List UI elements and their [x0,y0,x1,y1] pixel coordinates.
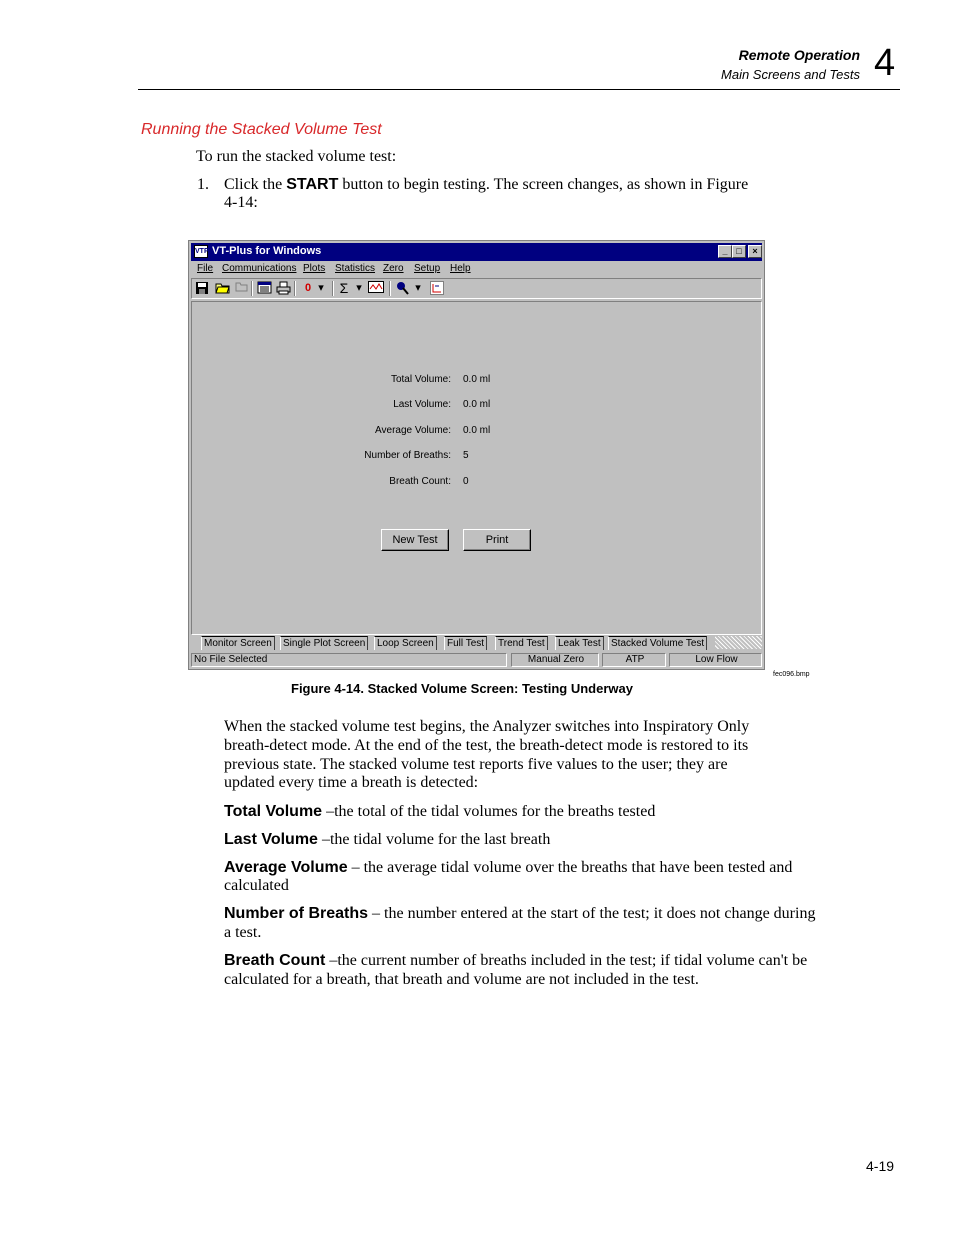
chart-icon[interactable] [429,281,445,296]
sum-dropdown-icon[interactable]: ▾ [356,282,362,294]
app-logo-icon: VTP [194,245,208,258]
step-text-cont: 4-14: [224,194,258,211]
definition-term: Last Volume [224,831,318,848]
total-volume-label: Total Volume: [390,374,451,385]
toolbar [191,278,762,299]
screen-tabs [191,635,762,651]
step-text-pre: Click the [224,176,287,193]
zero-button[interactable]: 0 [304,282,312,294]
breath-count-value: 0 [463,476,469,487]
chapter-number: 4 [874,42,896,84]
page-number: 4-19 [866,1158,895,1174]
tab-single-plot-screen[interactable]: Single Plot Screen [280,636,368,650]
window-title: VT-Plus for Windows [212,245,322,257]
menu-statistics[interactable]: Statistics [335,263,376,274]
status-flow: Low Flow [669,653,762,667]
title-bar[interactable] [191,243,762,261]
probe-icon[interactable] [395,281,411,296]
probe-dropdown-icon[interactable]: ▾ [415,282,421,294]
definition-text: –the current number of breaths included in the test; if tidal volume can't be [325,952,808,969]
status-atp: ATP [602,653,666,667]
figure-filename: fec096.bmp [773,671,810,678]
definition-term: Breath Count [224,952,326,969]
toolbar-separator [251,281,253,296]
zero-dropdown-icon[interactable]: ▾ [318,282,324,294]
definition-term: Total Volume [224,803,323,820]
open-folder-icon[interactable] [214,281,230,296]
printer-icon[interactable] [275,281,291,296]
step-number: 1. [197,176,209,193]
definition-average-volume-cont: calculated [224,877,289,894]
toolbar-separator [389,281,391,296]
tab-strip-fill [715,636,762,649]
intro-text: To run the stacked volume test: [196,148,397,165]
app-window [188,240,765,670]
body-line-3: previous state. The stacked volume test reports five values to the user; they are [224,756,728,773]
stacked-volume-panel [191,301,762,635]
close-button[interactable]: × [748,245,762,258]
folder-icon[interactable] [233,281,249,296]
tab-stacked-volume-test[interactable]: Stacked Volume Test [608,636,707,650]
body-line-2: breath-detect mode. At the end of the test, the breath-detect mode is restored to its [224,737,749,754]
number-of-breaths-value: 5 [463,450,469,461]
tab-full-test[interactable]: Full Test [444,636,487,650]
last-volume-label: Last Volume: [393,399,451,410]
step-text-bold: START [286,176,339,193]
definition-total-volume [224,802,655,821]
report-icon[interactable] [256,281,272,296]
menu-help[interactable]: Help [450,263,471,274]
running-header-title: Remote Operation [738,47,860,63]
total-volume-value: 0.0 ml [463,374,491,385]
definition-text: –the total of the tidal volumes for the breaths tested [322,803,656,820]
status-file: No File Selected [191,653,507,667]
maximize-button[interactable]: □ [732,245,746,258]
tab-loop-screen[interactable]: Loop Screen [374,636,437,650]
step-text-post: button to begin testing. The screen changes, as shown in Figure [338,176,749,193]
menu-file[interactable]: File [197,263,214,274]
average-volume-label: Average Volume: [375,425,451,436]
definition-number-of-breaths-cont: a test. [224,924,262,941]
statistics-sum-button[interactable]: Σ [339,280,349,296]
last-volume-value: 0.0 ml [463,399,491,410]
save-icon[interactable] [194,281,210,296]
status-zero: Manual Zero [511,653,599,667]
print-button[interactable]: Print [463,529,531,551]
tab-trend-test[interactable]: Trend Test [495,636,548,650]
section-heading: Running the Stacked Volume Test [141,121,382,138]
tab-leak-test[interactable]: Leak Test [555,636,604,650]
figure-caption: Figure 4-14. Stacked Volume Screen: Testing Underway [291,681,633,696]
body-line-1: When the stacked volume test begins, the Analyzer switches into Inspiratory Only [224,718,750,735]
waveform-icon[interactable] [368,281,384,296]
status-bar [191,652,762,668]
header-rule [138,89,900,90]
minimize-button[interactable]: _ [718,245,732,258]
menu-communications[interactable]: Communications [222,263,297,274]
definition-text: – the average tidal volume over the breaths that have been tested and [347,859,793,876]
menu-plots[interactable]: Plots [303,263,326,274]
average-volume-value: 0.0 ml [463,425,491,436]
definition-term: Number of Breaths [224,905,369,922]
menu-bar [191,262,762,278]
definition-text: – the number entered at the start of the test; it does not change during [368,905,816,922]
menu-setup[interactable]: Setup [414,263,441,274]
number-of-breaths-label: Number of Breaths: [364,450,451,461]
body-line-4: updated every time a breath is detected: [224,774,479,791]
definition-number-of-breaths [224,904,815,923]
toolbar-separator [332,281,334,296]
definition-breath-count-cont: calculated for a breath, that breath and volume are not included in the test. [224,971,699,988]
new-test-button[interactable]: New Test [381,529,449,551]
definition-last-volume [224,830,550,849]
menu-zero[interactable]: Zero [383,263,404,274]
definition-breath-count [224,951,807,970]
toolbar-separator [294,281,296,296]
definition-average-volume [224,858,792,877]
breath-count-label: Breath Count: [389,476,451,487]
definition-term: Average Volume [224,859,348,876]
definition-text: –the tidal volume for the last breath [317,831,551,848]
running-header-subtitle: Main Screens and Tests [721,67,860,82]
step-text [224,175,748,194]
tab-monitor-screen[interactable]: Monitor Screen [201,636,275,650]
